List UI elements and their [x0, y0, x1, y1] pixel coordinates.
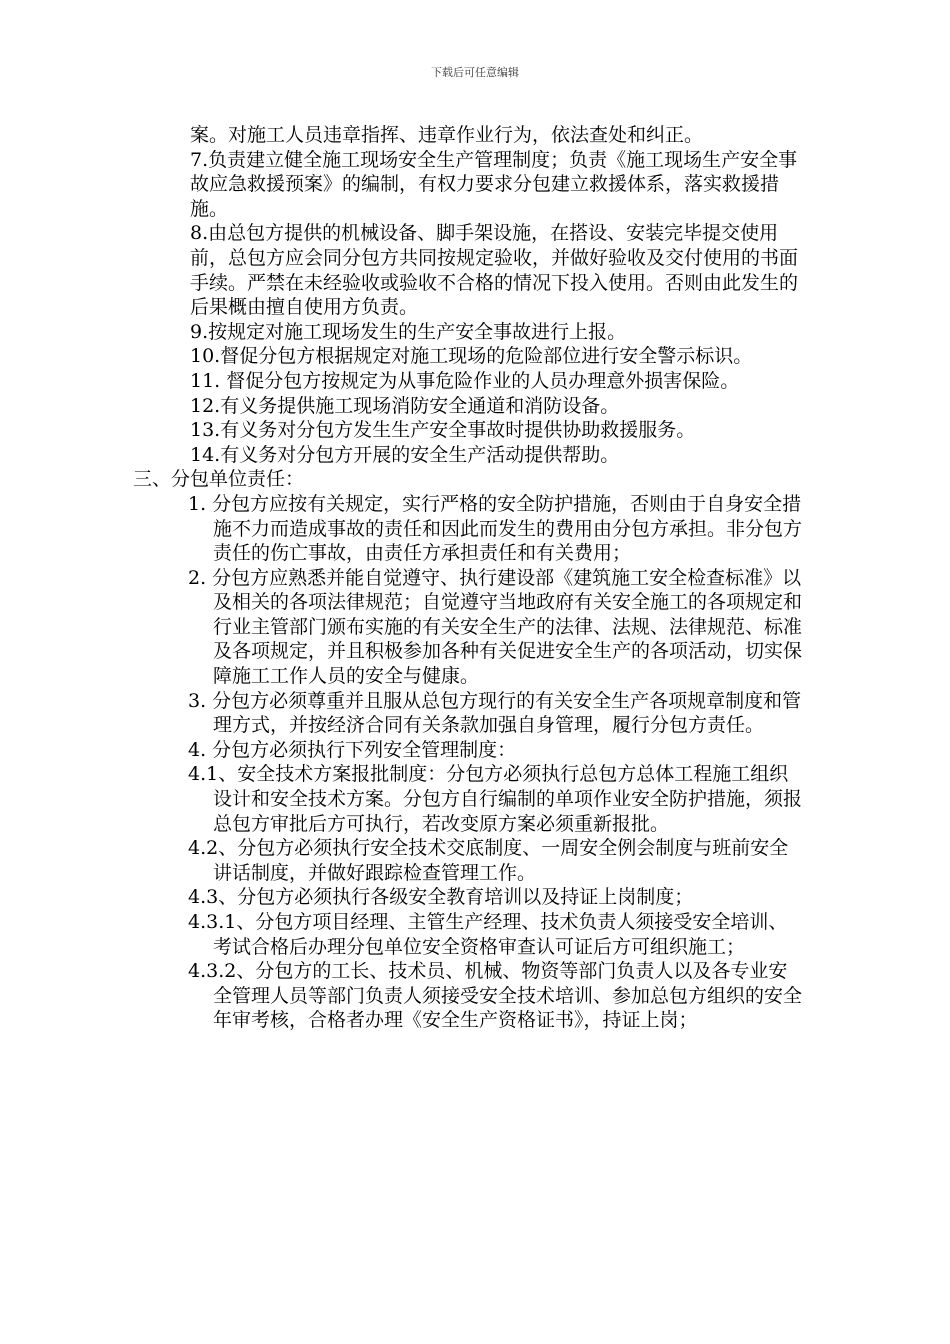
subcontractor-item-4-3-2: 4.3.2、分包方的工长、技术员、机械、物资等部门负责人以及各专业安全管理人员等部门负责人须接受安全技术培训、参加总包方组织的安全年审考核，合格者办理《安全生产资格证书》，持证上岗； [188, 960, 803, 1032]
subcontractor-item-4-3-1: 4.3.1、分包方项目经理、主管生产经理、技术负责人须接受安全培训、考试合格后办理分包单位安全资格审查认可证后方可组织施工； [188, 911, 788, 958]
section-heading: 三、分包单位责任： [133, 468, 305, 491]
subcontractor-item-4-2: 4.2、分包方必须执行安全技术交底制度、一周安全例会制度与班前安全讲话制度，并做好跟踪检查管理工作。 [188, 837, 789, 884]
paragraph-item-10: 10.督促分包方根据规定对施工现场的危险部位进行安全警示标识。 [190, 345, 753, 368]
document-body [0, 123, 950, 1033]
page-header: 下载后可任意编辑 [431, 66, 519, 79]
subcontractor-item-4-1: 4.1、安全技术方案报批制度：分包方必须执行总包方总体工程施工组织设计和安全技术方案。分包方自行编制的单项作业安全防护措施，须报总包方审批后方可执行，若改变原方案必须重新报批。 [188, 763, 803, 835]
paragraph-item-8: 8.由总包方提供的机械设备、脚手架设施，在搭设、安装完毕提交使用前，总包方应会同分包方共同按规定验收，并做好验收及交付使用的书面手续。严禁在未经验收或验收不合格的情况下投入使用。否则由此发生的后果概由擅自使用方负责。 [190, 222, 799, 319]
subcontractor-item-2: 2. 分包方应熟悉并能自觉遵守、执行建设部《建筑施工安全检查标准》以及相关的各项法律规范；自觉遵守当地政府有关安全施工的各项规定和行业主管部门颁布实施的有关安全生产的法律、法规、法律规范、标准及各项规定，并且积极参加各种有关促进安全生产的各项活动，切实保障施工工作人员的安全与健康。 [188, 566, 803, 688]
paragraph-item-14: 14.有义务对分包方开展的安全生产活动提供帮助。 [190, 443, 620, 466]
paragraph-item-7: 7.负责建立健全施工现场安全生产管理制度；负责《施工现场生产安全事故应急救援预案》的编制，有权力要求分包建立救援体系，落实救援措施。 [190, 148, 798, 220]
paragraph-item-6-tail: 案。对施工人员违章指挥、违章作业行为，依法查处和纠正。 [190, 124, 704, 146]
subcontractor-item-4: 4. 分包方必须执行下列安全管理制度： [188, 738, 517, 761]
paragraph-item-9: 9.按规定对施工现场发生的生产安全事故进行上报。 [190, 320, 627, 343]
subcontractor-item-1: 1. 分包方应按有关规定，实行严格的安全防护措施，否则由于自身安全措施不力而造成事故的责任和因此而发生的费用由分包方承担。非分包方责任的伤亡事故，由责任方承担责任和有关费用； [188, 492, 803, 565]
subcontractor-item-3: 3. 分包方必须尊重并且服从总包方现行的有关安全生产各项规章制度和管理方式，并按经济合同有关条款加强自身管理，履行分包方责任。 [188, 689, 802, 737]
paragraph-item-12: 12.有义务提供施工现场消防安全通道和消防设备。 [190, 394, 620, 417]
paragraph-item-13: 13.有义务对分包方发生生产安全事故时提供协助救援服务。 [190, 419, 696, 442]
paragraph-item-11: 11. 督促分包方按规定为从事危险作业的人员办理意外损害保险。 [190, 369, 740, 392]
subcontractor-item-4-3: 4.3、分包方必须执行各级安全教育培训以及持证上岗制度； [188, 886, 694, 909]
